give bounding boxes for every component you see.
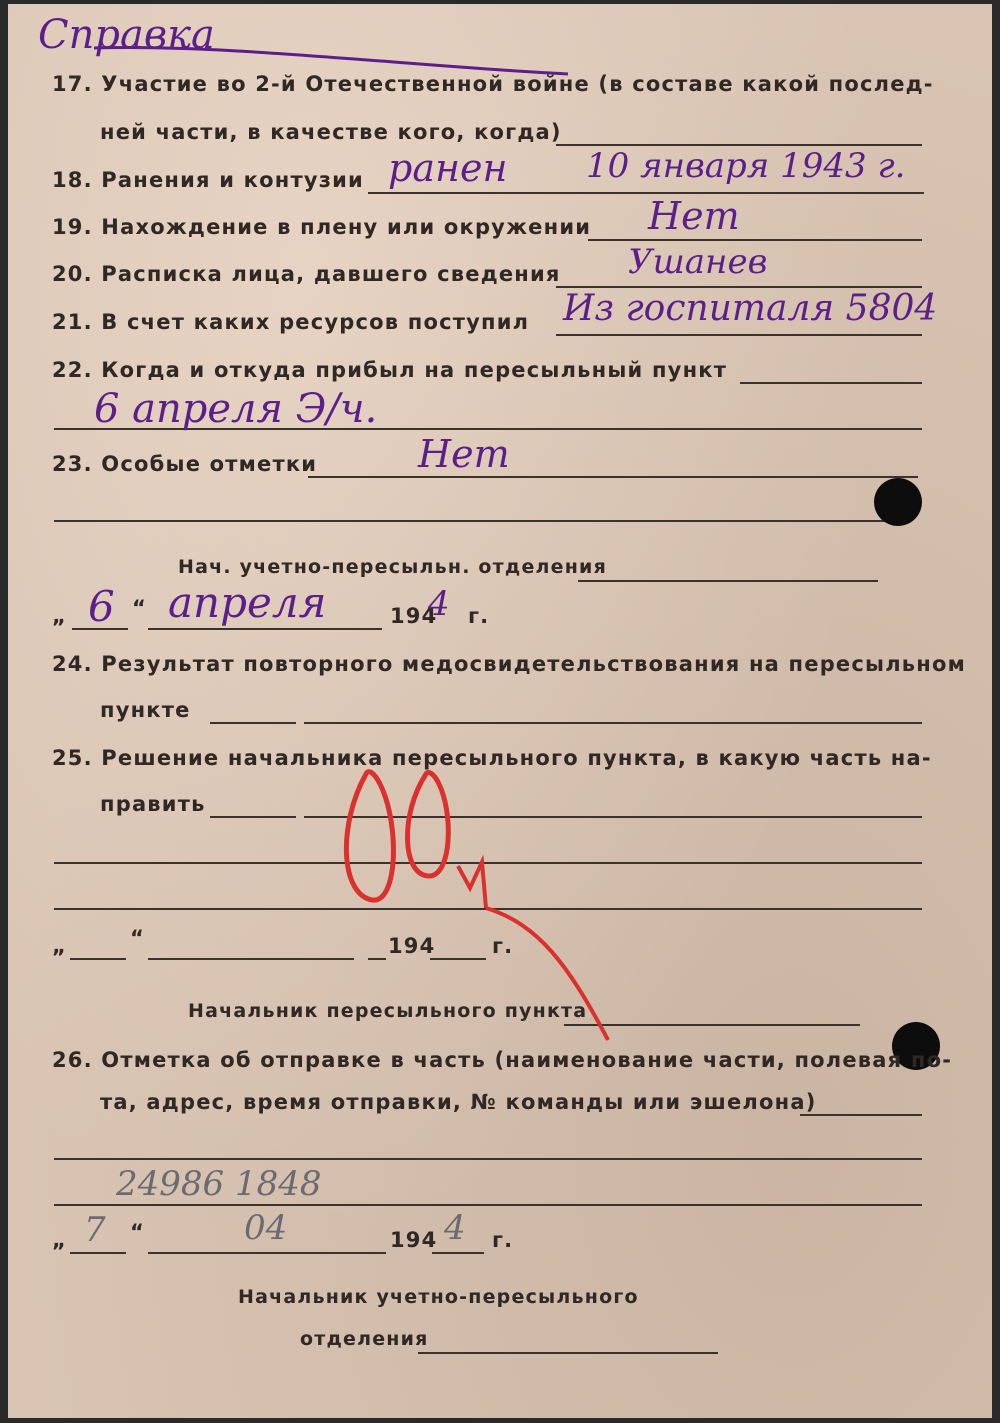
date1-g: г.: [468, 604, 490, 628]
date3-year-digit: 4: [444, 1208, 466, 1248]
date3-day: 7: [84, 1210, 106, 1250]
date1-day: 6: [88, 582, 115, 631]
date3-year: 194: [390, 1228, 438, 1252]
item-26-line1: 26. Отметка об отправке в часть (наименование части, полевая по-: [52, 1048, 953, 1072]
item-21: 21. В счет каких ресурсов поступил: [52, 310, 530, 334]
dept-head-label: Нач. учетно-пересыльн. отделения: [178, 556, 607, 578]
date3-month: 04: [244, 1208, 288, 1248]
answer-21: Из госпиталя 5804: [563, 288, 938, 329]
date1-year-digit: 4: [428, 584, 450, 624]
red-pencil-mark: [8, 4, 992, 1418]
item-24-line2: пункте: [100, 698, 191, 722]
date3-g: г.: [492, 1228, 514, 1252]
item-26-line2: та, адрес, время отправки, № команды или эшелона): [100, 1090, 817, 1114]
item-20: 20. Расписка лица, давшего сведения: [52, 262, 561, 286]
answer-18: ранен: [388, 146, 508, 190]
answer-23: Нет: [418, 432, 510, 476]
date1-quote-close: “: [132, 596, 148, 620]
item-17-line2: ней части, в качестве кого, когда): [100, 120, 562, 144]
item-19: 19. Нахождение в плену или окружении: [52, 215, 592, 239]
item-18: 18. Ранения и контузии: [52, 168, 364, 192]
red-mark-label: [354, 804, 356, 805]
date1-month: апреля: [168, 578, 327, 627]
item-25-line2: править: [100, 792, 206, 816]
date3-quote-close: “: [130, 1220, 146, 1244]
answer-18-date: 10 января 1943 г.: [586, 146, 906, 186]
answer-22: 6 апреля Э/ч.: [94, 386, 378, 432]
date1-quote-open: „: [52, 604, 68, 628]
date2-quote-close: “: [130, 926, 146, 950]
date1-year: 194: [390, 604, 438, 628]
answer-20: Ушанев: [628, 242, 768, 282]
answer-19: Нет: [648, 194, 740, 238]
item-17-line1: 17. Участие во 2-й Отечественной войне (в составе какой послед-: [52, 72, 934, 96]
sign-label-2: отделения: [300, 1328, 429, 1350]
transit-head-label: Начальник пересыльного пункта: [188, 1000, 588, 1022]
header-note: Справка: [38, 12, 215, 58]
date2-year: 194: [388, 934, 436, 958]
date2-quote-open: „: [52, 934, 68, 958]
item-23: 23. Особые отметки: [52, 452, 318, 476]
answer-26-numbers: 24986 1848: [116, 1164, 322, 1204]
document-sheet: [8, 4, 992, 1418]
item-22: 22. Когда и откуда прибыл на пересыльный пункт: [52, 358, 728, 382]
date3-quote-open: „: [52, 1228, 68, 1252]
sign-label-1: Начальник учетно-пересыльного: [238, 1286, 639, 1308]
item-25-line1: 25. Решение начальника пересыльного пункта, в какую часть на-: [52, 746, 932, 770]
item-24-line1: 24. Результат повторного медосвидетельствования на пересыльном: [52, 652, 966, 676]
date2-g: г.: [492, 934, 514, 958]
